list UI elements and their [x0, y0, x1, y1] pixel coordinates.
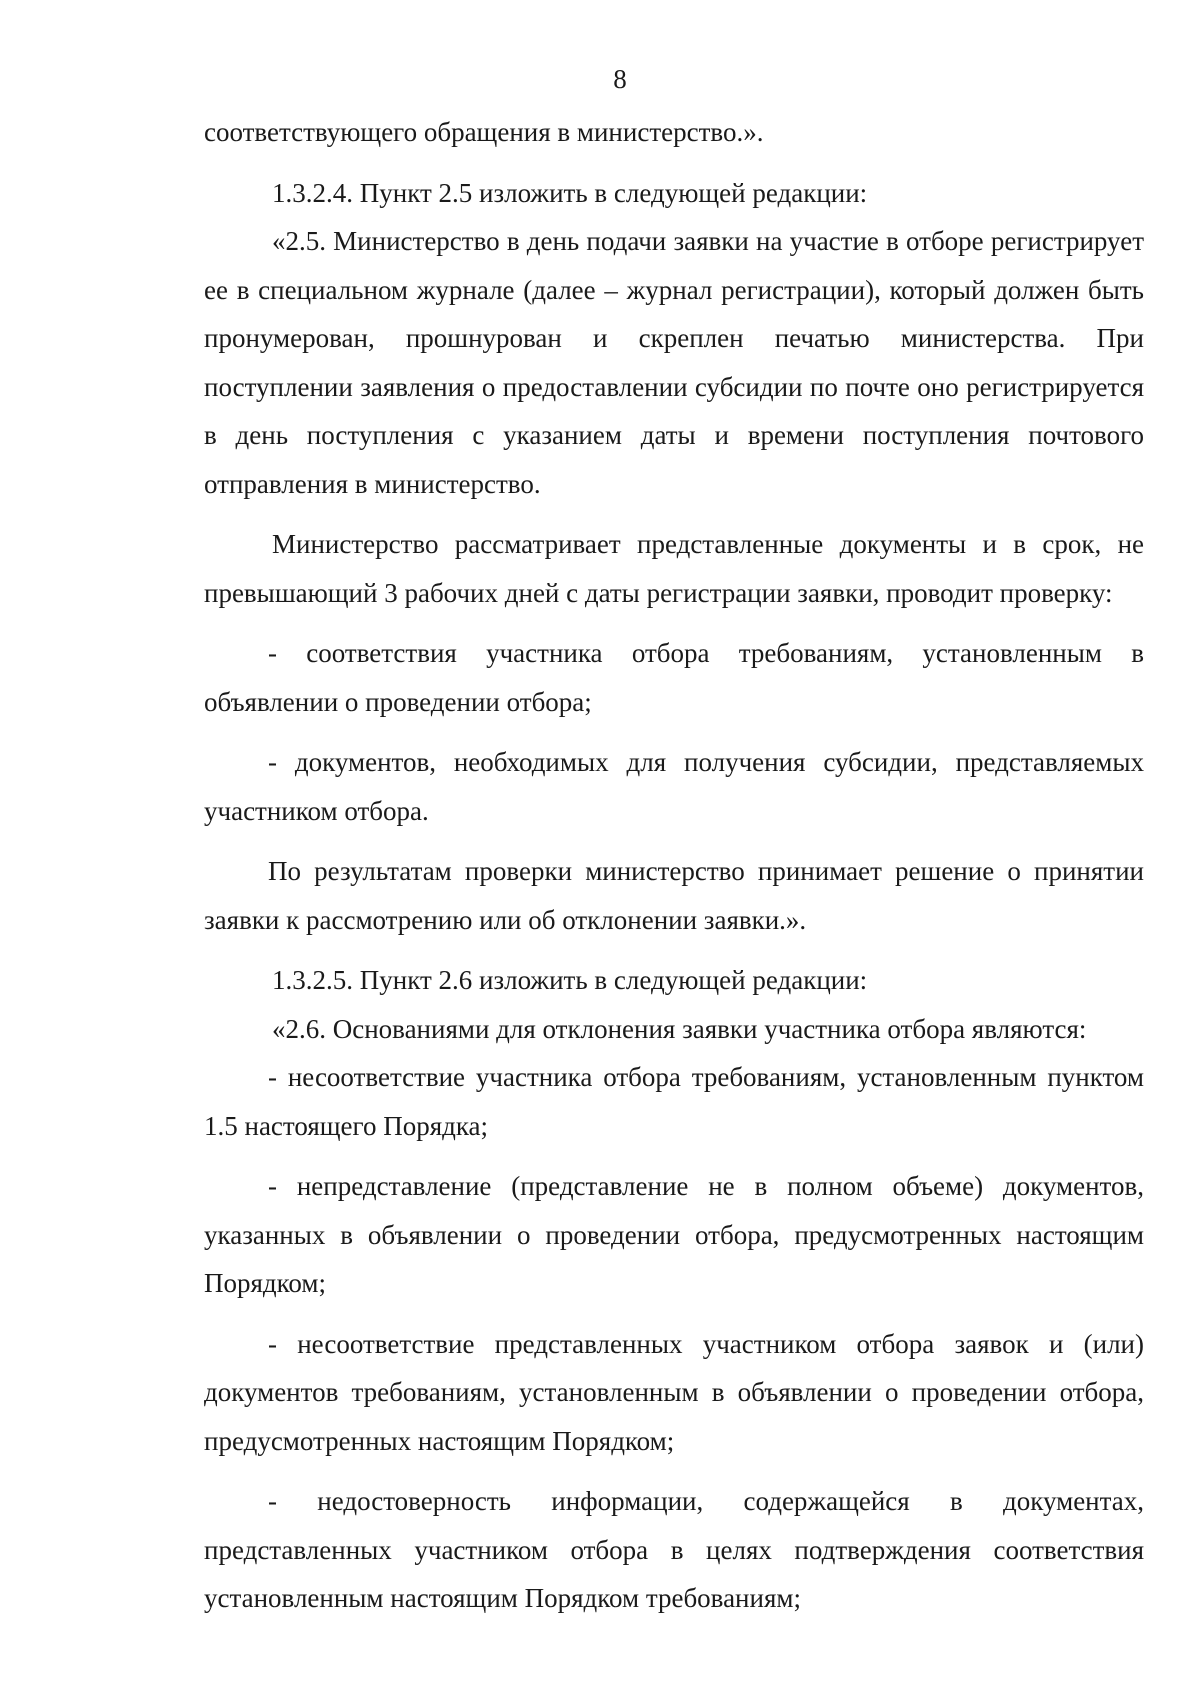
- paragraph-review-text: Министерство рассматривает представленные документы и в срок, не превышающий 3 рабочих дней с даты регистрации заявки, проводит проверку:: [204, 529, 1144, 608]
- paragraph-amendment-2-6-heading: 1.3.2.5. Пункт 2.6 изложить в следующей редакции:: [272, 965, 868, 995]
- paragraph-2-5-text: «2.5. Министерство в день подачи заявки на участие в отборе регистрирует ее в специальном журнале (далее – журнал регистрации), который должен быть пронумерован, прошнурован и скреплен печатью министерства. При поступлении заявления о предоставлении субсидии по почте оно регистрируется в день поступления с указанием даты и времени поступления почтового отправления в министерство.: [204, 226, 1144, 499]
- list-item-compliance: - соответствия участника отбора требованиям, установленным в объявлении о проведении отбора;: [204, 638, 1144, 717]
- list-item-nonsubmission: - непредставление (представление не в полном объеме) документов, указанных в объявлении о проведении отбора, предусмотренных настоящим Порядком;: [204, 1171, 1144, 1298]
- document-body: [204, 108, 1144, 1623]
- list-item-mismatch: - несоответствие представленных участником отбора заявок и (или) документов требованиям, установленным в объявлении о проведении отбора, предусмотренных настоящим Порядком;: [204, 1328, 1144, 1456]
- page-number: 8: [613, 64, 627, 94]
- list-item-unreliable-info: - недостоверность информации, содержащейся в документах, представленных участником отбора в целях подтверждения соответствия установленным настоящим Порядком требованиям;: [204, 1486, 1144, 1613]
- paragraph-continuation: соответствующего обращения в министерство.».: [204, 117, 764, 147]
- list-item-documents: - документов, необходимых для получения субсидии, представляемых участником отбора.: [204, 747, 1144, 826]
- paragraph-2-6-text: «2.6. Основаниями для отклонения заявки участника отбора являются:: [272, 1013, 1087, 1044]
- paragraph-decision: По результатам проверки министерство принимает решение о принятии заявки к рассмотрению или об отклонении заявки.».: [204, 856, 1144, 935]
- list-item-noncompliance: - несоответствие участника отбора требованиям, установленным пунктом 1.5 настоящего Порядка;: [204, 1062, 1144, 1141]
- paragraph-amendment-2-5-heading: 1.3.2.4. Пункт 2.5 изложить в следующей редакции:: [272, 177, 868, 208]
